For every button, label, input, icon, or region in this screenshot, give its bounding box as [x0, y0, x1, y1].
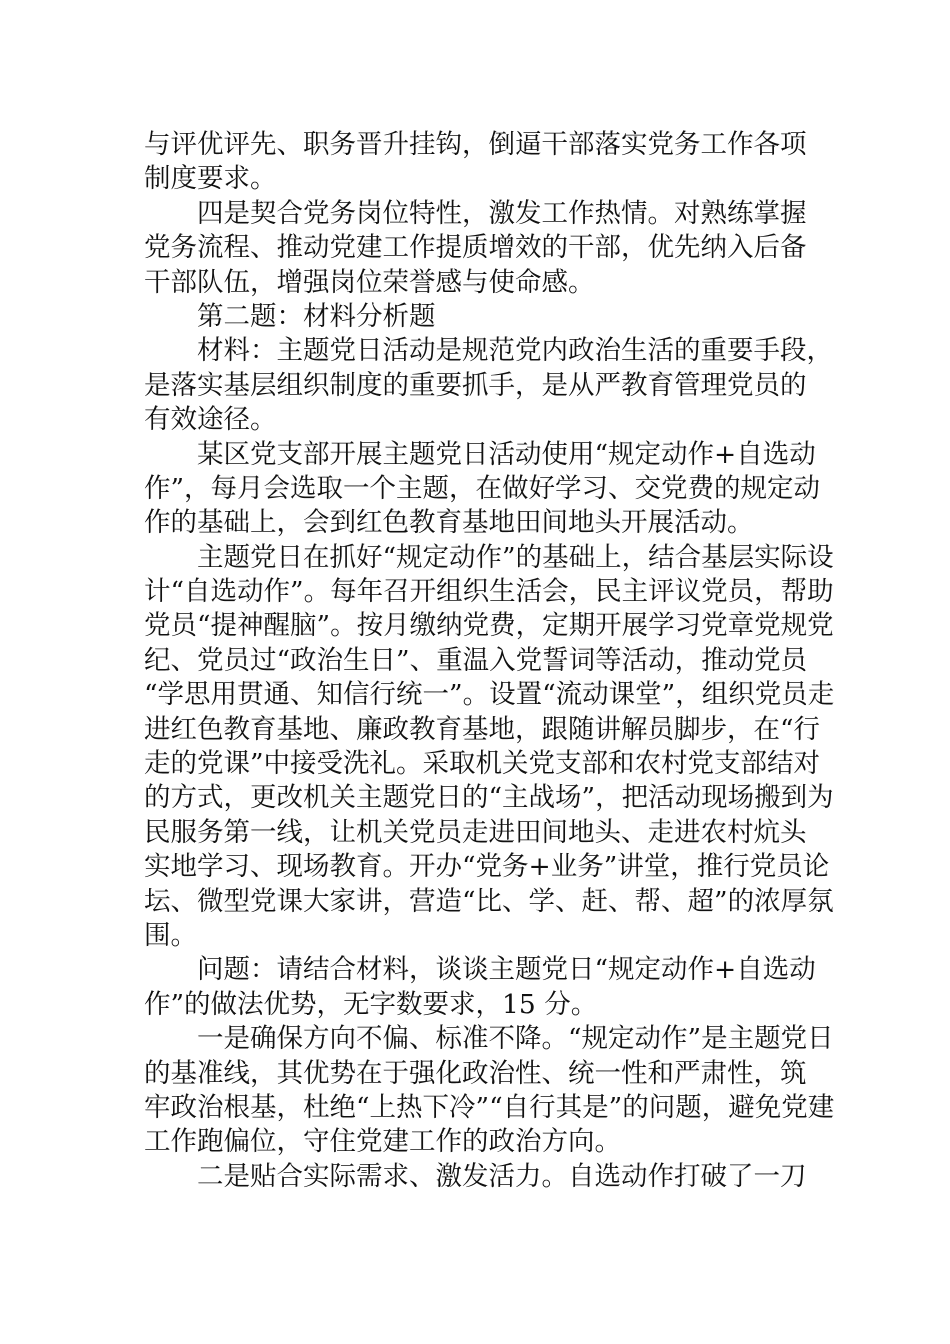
text-line: “学思用贯通、知信行统一”。设置“流动课堂”，组织党员走 [144, 679, 835, 711]
text-line: 干部队伍，增强岗位荣誉感与使命感。 [144, 266, 595, 298]
text-line: 主题党日在抓好“规定动作”的基础上，结合基层实际设 [197, 541, 834, 573]
text-line: 问题：请结合材料，谈谈主题党日“规定动作+自选动 [197, 954, 816, 986]
text-line: 党务流程、推动党建工作提质增效的干部，优先纳入后备 [144, 232, 807, 264]
text-line: 作”的做法优势，无字数要求，15 分。 [144, 988, 598, 1020]
text-line: 材料：主题党日活动是规范党内政治生活的重要手段， [197, 335, 833, 367]
text-line: 计“自选动作”。每年召开组织生活会，民主评议党员，帮助 [144, 576, 834, 608]
document-body [144, 128, 835, 1194]
text-line: 的方式，更改机关主题党日的“主战场”，把活动现场搬到为 [144, 782, 834, 814]
text-line: 某区党支部开展主题党日活动使用“规定动作+自选动 [197, 438, 816, 470]
text-line: 围。 [144, 919, 197, 951]
text-line: 坛、微型党课大家讲，营造“比、学、赶、帮、超”的浓厚氛 [144, 885, 834, 917]
text-line: 第二题：材料分析题 [197, 300, 436, 332]
text-line: 作的基础上，会到红色教育基地田间地头开展活动。 [144, 507, 754, 539]
text-line: 实地学习、现场教育。开办“党务+业务”讲堂，推行党员论 [144, 851, 830, 883]
text-line: 作”，每月会选取一个主题，在做好学习、交党费的规定动 [144, 472, 821, 504]
text-line: 民服务第一线，让机关党员走进田间地头、走进农村炕头 [144, 816, 807, 848]
text-line: 一是确保方向不偏、标准不降。“规定动作”是主题党日 [197, 1023, 834, 1055]
text-line: 四是契合党务岗位特性，激发工作热情。对熟练掌握 [197, 197, 807, 229]
text-line: 党员“提神醒脑”。按月缴纳党费，定期开展学习党章党规党 [144, 610, 834, 642]
text-line: 进红色教育基地、廉政教育基地，跟随讲解员脚步，在“行 [144, 713, 821, 745]
text-line: 二是贴合实际需求、激发活力。自选动作打破了一刀 [197, 1160, 807, 1192]
text-line: 是落实基层组织制度的重要抓手，是从严教育管理党员的 [144, 369, 807, 401]
text-line: 与评优评先、职务晋升挂钩，倒逼干部落实党务工作各项 [144, 129, 807, 160]
text-line: 工作跑偏位，守住党建工作的政治方向。 [144, 1126, 621, 1158]
text-line: 牢政治根基，杜绝“上热下冷”“自行其是”的问题，避免党建 [144, 1091, 835, 1123]
text-line: 的基准线，其优势在于强化政治性、统一性和严肃性，筑 [144, 1057, 807, 1089]
text-line: 纪、党员过“政治生日”、重温入党誓词等活动，推动党员 [144, 644, 808, 676]
text-line: 走的党课”中接受洗礼。采取机关党支部和农村党支部结对 [144, 748, 821, 780]
text-line: 制度要求。 [144, 163, 277, 195]
text-line: 有效途径。 [144, 404, 277, 436]
